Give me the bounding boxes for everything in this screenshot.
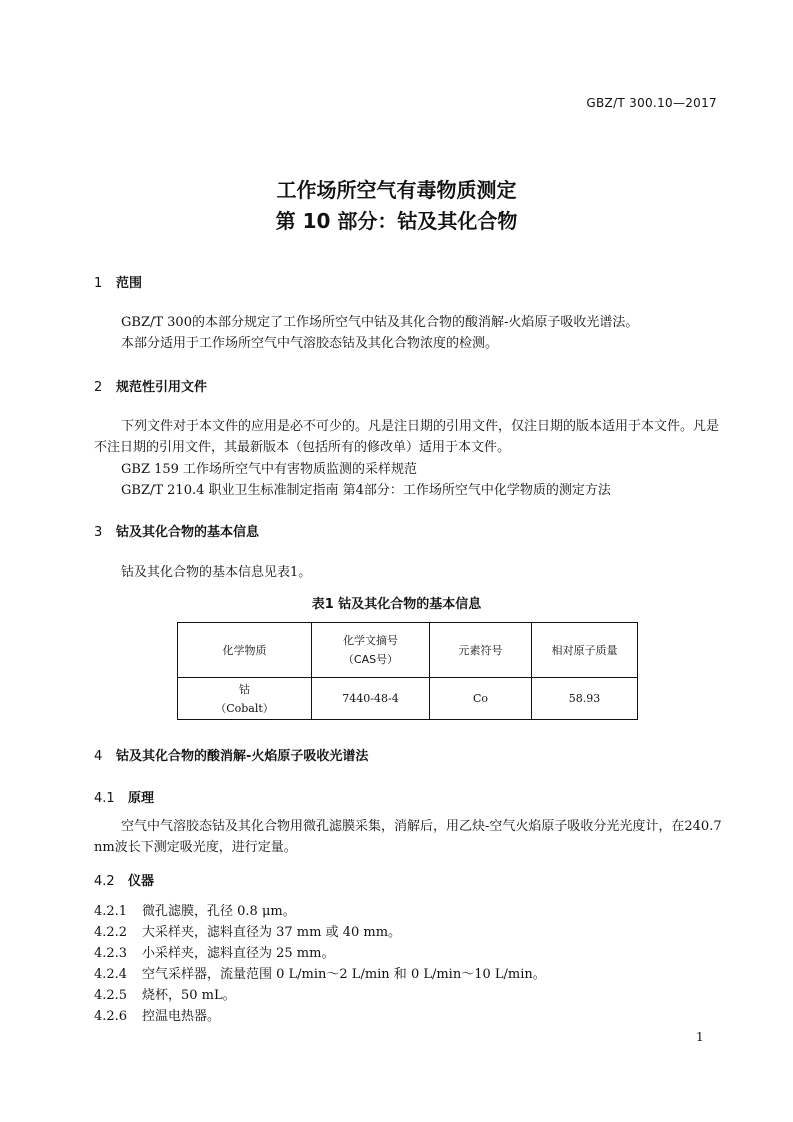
subsection-4-2-heading: [94, 870, 154, 889]
item-number: 4.2.5: [94, 988, 128, 1003]
section-number: 1: [94, 276, 103, 291]
item-number: 4.2.4: [94, 967, 128, 982]
subsection-title: 原理: [128, 791, 155, 806]
section-1-body: [94, 312, 724, 354]
section-1-heading: [94, 272, 142, 291]
document-title: 工作场所空气有毒物质测定: [276, 178, 517, 202]
subsection-title: 仪器: [128, 874, 155, 889]
paragraph: 本部分适用于工作场所空气中气溶胶态钴及其化合物浓度的检测。: [121, 336, 499, 351]
list-item: [94, 984, 236, 1003]
item-text: 控温电热器。: [142, 1009, 221, 1024]
page-number: 1: [696, 1030, 704, 1044]
table-cell: 7440-48-4: [312, 678, 430, 720]
paragraph: 下列文件对于本文件的应用是必不可少的。凡是注日期的引用文件，仅注日期的版本适用于本文件。凡是不注日期的引用文件，其最新版本（包括所有的修改单）适用于本文件。: [94, 419, 720, 455]
column-header-line: 化学文摘号: [343, 634, 398, 647]
section-number: 2: [94, 380, 103, 395]
column-header: 元素符号: [430, 623, 532, 678]
standard-code: GBZ/T 300.10—2017: [586, 96, 717, 110]
column-header: [312, 623, 430, 678]
list-item: [94, 900, 296, 919]
basic-info-table: [177, 622, 638, 720]
item-number: 4.2.3: [94, 946, 128, 961]
item-text: 小采样夹，滤料直径为 25 mm。: [142, 946, 335, 961]
subsection-number: 4.2: [94, 874, 115, 889]
paragraph: GBZ/T 300的本部分规定了工作场所空气中钴及其化合物的酸消解-火焰原子吸收光谱法。: [121, 315, 639, 330]
item-number: 4.2.6: [94, 1009, 128, 1024]
table-header-row: [178, 623, 638, 678]
paragraph: 钴及其化合物的基本信息见表1。: [121, 565, 312, 580]
section-title: 钴及其化合物的酸消解-火焰原子吸收光谱法: [116, 749, 369, 764]
list-item: [94, 963, 546, 982]
subsection-number: 4.1: [94, 791, 115, 806]
item-text: 空气采样器，流量范围 0 L/min～2 L/min 和 0 L/min～10 L/min。: [142, 967, 546, 982]
list-item: [94, 921, 401, 940]
section-number: 4: [94, 749, 103, 764]
table-cell: [178, 678, 312, 720]
list-item: [94, 942, 334, 961]
substance-english-name: （Cobalt）: [215, 701, 274, 715]
table-cell: 58.93: [532, 678, 638, 720]
column-header: 相对原子质量: [532, 623, 638, 678]
item-text: 大采样夹，滤料直径为 37 mm 或 40 mm。: [142, 925, 402, 940]
list-item: [94, 1005, 220, 1024]
section-2-body: [94, 416, 724, 458]
normative-reference: GBZ 159 工作场所空气中有害物质监测的采样规范: [121, 462, 418, 477]
section-title: 范围: [116, 276, 143, 291]
item-text: 烧杯，50 mL。: [142, 988, 236, 1003]
subsection-4-1-body: [94, 816, 724, 858]
normative-reference: GBZ/T 210.4 职业卫生标准制定指南 第4部分：工作场所空气中化学物质的测定方法: [121, 483, 611, 498]
item-number: 4.2.1: [94, 904, 128, 919]
substance-name: 钴: [239, 682, 250, 696]
section-3-heading: [94, 521, 259, 540]
paragraph: 空气中气溶胶态钴及其化合物用微孔滤膜采集，消解后，用乙炔-空气火焰原子吸收分光光度计，在240.7 nm波长下测定吸光度，进行定量。: [94, 819, 722, 855]
table-caption: 表1 钴及其化合物的基本信息: [311, 597, 482, 612]
section-title: 钴及其化合物的基本信息: [116, 525, 260, 540]
item-number: 4.2.2: [94, 925, 128, 940]
column-header: 化学物质: [178, 623, 312, 678]
section-number: 3: [94, 525, 103, 540]
subsection-4-1-heading: [94, 787, 154, 806]
column-header-line: （CAS号）: [342, 653, 399, 666]
section-4-heading: [94, 745, 368, 764]
section-2-heading: [94, 376, 207, 395]
table-cell: Co: [430, 678, 532, 720]
section-title: 规范性引用文件: [116, 380, 208, 395]
item-text: 微孔滤膜，孔径 0.8 μm。: [142, 904, 296, 919]
document-subtitle: 第 10 部分：钴及其化合物: [275, 209, 518, 233]
table-row: [178, 678, 638, 720]
